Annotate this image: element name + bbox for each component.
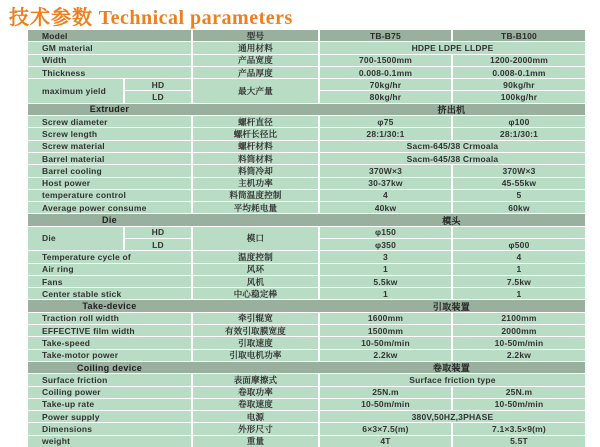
cell-label-en: Barrel cooling [28,165,191,176]
table-row-width [28,55,585,66]
stack-tb-b100 [453,227,585,251]
cell-label-zh: 引取电机功率 [193,350,318,361]
cell-label-zh: 螺杆材料 [193,141,318,152]
cell-value-tb-b100: 7.5kw [453,276,585,287]
cell-model-tb-b100: TB-B100 [453,30,585,41]
cell-label-zh: 料筒冷却 [193,165,318,176]
cell-label-en: Width [28,55,191,66]
cell-label-zh: 风环 [193,264,318,275]
cell-label-en: Take-speed [28,337,191,348]
table-row-take-speed [28,337,585,348]
cell-label-en: Fans [28,276,191,287]
cell-label-zh: 主机功率 [193,178,318,189]
section-label-en: Coiling device [76,362,143,373]
cell-value-tb-b100: 4 [453,251,585,262]
page-title [9,1,293,30]
section-row-die [28,214,585,225]
cell-value-tb-b100: 2.2kw [453,350,585,361]
cell-label-en: Barrel material [28,153,191,164]
section-label-en: Take-device [82,301,137,312]
cell-label-en: GM material [28,42,191,53]
table-row-host-power [28,178,585,189]
cell-label-zh: 型号 [193,30,318,41]
cell-value-tb-b75: φ75 [320,116,451,127]
cell-label-zh: 温度控制 [193,251,318,262]
cell-label-en: Temperature cycle of [28,251,191,262]
table-row-die [28,227,585,251]
cell-label-en: Model [28,30,191,41]
cell-label-en: Traction roll width [28,313,191,324]
cell-label-en: Surface friction [28,374,191,385]
stack-tb-b75 [320,227,451,251]
stack-tb-b100 [453,79,585,103]
table-row-center-stable-stick [28,288,585,299]
table-row-temperature-cycle [28,251,585,262]
cell-value-tb-b100: 10-50m/min [453,337,585,348]
cell-label-zh: 料筒材料 [193,153,318,164]
cell-value-tb-b75: 2.2kw [320,350,451,361]
cell-value-tb-b100: 1200-2000mm [453,55,585,66]
cell-label-zh: 有效引取膜宽度 [193,325,318,336]
subcolumn-hd-ld [125,227,191,251]
table-row-gm-material [28,42,585,53]
table-row-maximum-yield [28,79,585,103]
cell-value-tb-b75: 40kw [320,202,451,213]
cell-value-tb-b75: 1 [320,288,451,299]
cell-label-en: Take-up rate [28,399,191,410]
cell-label-zh: 产品宽度 [193,55,318,66]
cell-value-tb-b75: 30-37kw [320,178,451,189]
section-label-zh: 挤出机 [437,104,466,115]
cell-label-zh: 重量 [193,436,318,447]
cell-label-en: weight [28,436,191,447]
cell-value-tb-b100: 45-55kw [453,178,585,189]
cell-value-tb-b100: φ100 [453,116,585,127]
table-row-traction-roll-width [28,313,585,324]
cell-label-en: Take-motor power [28,350,191,361]
cell-value-tb-b75: 0.008-0.1mm [320,67,451,78]
cell-value-tb-b100: 1 [453,288,585,299]
cell-hd-tb-b75: φ150 [320,227,451,238]
stack-tb-b75 [320,79,451,103]
cell-label-en: Center stable stick [28,288,191,299]
cell-value-span: Sacm-645/38 Crmoala [320,153,585,164]
page-title-chinese: 技术参数 [9,7,93,29]
cell-label-zh: 通用材料 [193,42,318,53]
table-row-dimensions [28,423,585,434]
section-cell [28,104,585,115]
cell-value-tb-b100: 0.008-0.1mm [453,67,585,78]
cell-label-en: Coiling power [28,387,191,398]
section-label-zh: 模头 [442,215,461,226]
cell-ld-tb-b100: 100kg/hr [453,91,585,102]
table-row-surface-friction [28,374,585,385]
section-cell [28,214,585,225]
cell-value-tb-b75: 10-50m/min [320,337,451,348]
table-row-effective-film-width [28,325,585,336]
cell-value-tb-b75: 28:1/30:1 [320,128,451,139]
cell-label-zh: 电源 [193,411,318,422]
cell-value-tb-b100: 60kw [453,202,585,213]
table-row-air-ring [28,264,585,275]
cell-ld-tb-b75: φ350 [320,239,451,250]
cell-label-zh: 牵引辊宽 [193,313,318,324]
cell-value-tb-b75: 3 [320,251,451,262]
cell-value-tb-b100: 25N.m [453,387,585,398]
table-row-average-power-consume [28,202,585,213]
cell-label-zh: 产品厚度 [193,67,318,78]
cell-value-tb-b75: 25N.m [320,387,451,398]
cell-value-tb-b75: 4T [320,436,451,447]
cell-sub-ld: LD [125,239,191,250]
cell-label-zh: 卷取速度 [193,399,318,410]
table-row-take-up-rate [28,399,585,410]
table-row-screw-material [28,141,585,152]
cell-label-en: Air ring [28,264,191,275]
cell-value-tb-b75: 1600mm [320,313,451,324]
table-row-barrel-cooling [28,165,585,176]
cell-hd-tb-b75: 70kg/hr [320,79,451,90]
cell-label-en: Screw material [28,141,191,152]
cell-value-span: HDPE LDPE LLDPE [320,42,585,53]
section-cell [28,300,585,311]
cell-value-span: Surface friction type [320,374,585,385]
table-row-fans [28,276,585,287]
section-row-extruder [28,104,585,115]
cell-value-tb-b75: 1500mm [320,325,451,336]
table-row-weight [28,436,585,447]
subcolumn-hd-ld [125,79,191,103]
cell-label-zh: 平均耗电量 [193,202,318,213]
section-label-en: Die [102,215,117,226]
cell-label-zh: 螺杆长径比 [193,128,318,139]
cell-sub-ld: LD [125,91,191,102]
table-row-take-motor-power [28,350,585,361]
cell-label-zh: 外形尺寸 [193,423,318,434]
cell-hd-tb-b100 [453,227,585,238]
table-row-screw-length [28,128,585,139]
cell-label-en: Screw length [28,128,191,139]
cell-value-tb-b100: 10-50m/min [453,399,585,410]
cell-sub-hd: HD [125,79,191,90]
cell-sub-hd: HD [125,227,191,238]
section-row-take-device [28,300,585,311]
cell-value-tb-b100: 1 [453,264,585,275]
cell-value-tb-b75: 370W×3 [320,165,451,176]
cell-value-tb-b75: 4 [320,190,451,201]
cell-label-zh: 引取速度 [193,337,318,348]
technical-parameters-table [28,30,585,447]
cell-label-en: Host power [28,178,191,189]
cell-value-tb-b100: 5.5T [453,436,585,447]
table-row-barrel-material [28,153,585,164]
cell-model-tb-b75: TB-B75 [320,30,451,41]
page-title-english: Technical parameters [98,7,293,29]
cell-value-tb-b100: 5 [453,190,585,201]
section-label-zh: 卷取装置 [432,363,471,374]
cell-value-tb-b75: 6×3×7.5(m) [320,423,451,434]
cell-ld-tb-b100: φ500 [453,239,585,250]
table-row-screw-diameter [28,116,585,127]
cell-label-en: Thickness [28,67,191,78]
section-label-en: Extruder [89,104,130,115]
cell-label-zh: 料筒温度控制 [193,190,318,201]
cell-label-zh: 卷取功率 [193,387,318,398]
cell-hd-tb-b100: 90kg/hr [453,79,585,90]
section-cell [28,362,585,373]
cell-label-zh: 风机 [193,276,318,287]
table-row-coiling-power [28,387,585,398]
cell-label-en: Power supply [28,411,191,422]
cell-label-zh: 中心稳定棒 [193,288,318,299]
cell-value-tb-b75: 1 [320,264,451,275]
cell-label-en: Screw diameter [28,116,191,127]
table-row-model [28,30,585,41]
table-row-thickness [28,67,585,78]
cell-value-tb-b100: 370W×3 [453,165,585,176]
cell-value-tb-b75: 700-1500mm [320,55,451,66]
cell-value-tb-b75: 10-50m/min [320,399,451,410]
cell-value-tb-b100: 2100mm [453,313,585,324]
table-row-temperature-control [28,190,585,201]
cell-value-tb-b75: 5.5kw [320,276,451,287]
cell-value-tb-b100: 2000mm [453,325,585,336]
cell-value-span: Sacm-645/38 Crmoala [320,141,585,152]
cell-value-tb-b100: 28:1/30:1 [453,128,585,139]
cell-label-zh: 模口 [193,227,318,251]
cell-label-en: Average power consume [28,202,191,213]
cell-label-en: Die [28,227,123,251]
table-row-power-supply [28,411,585,422]
cell-label-en: temperature control [28,190,191,201]
cell-value-tb-b100: 7.1×3.5×9(m) [453,423,585,434]
section-row-coiling-device [28,362,585,373]
cell-label-en: maximum yield [28,79,123,103]
cell-label-en: EFFECTIVE film width [28,325,191,336]
cell-label-en: Dimensions [28,423,191,434]
cell-label-zh: 螺杆直径 [193,116,318,127]
cell-label-zh: 表面摩擦式 [193,374,318,385]
cell-value-span: 380V,50HZ,3PHASE [320,411,585,422]
cell-label-zh: 最大产量 [193,79,318,103]
section-label-zh: 引取装置 [432,301,471,312]
cell-ld-tb-b75: 80kg/hr [320,91,451,102]
